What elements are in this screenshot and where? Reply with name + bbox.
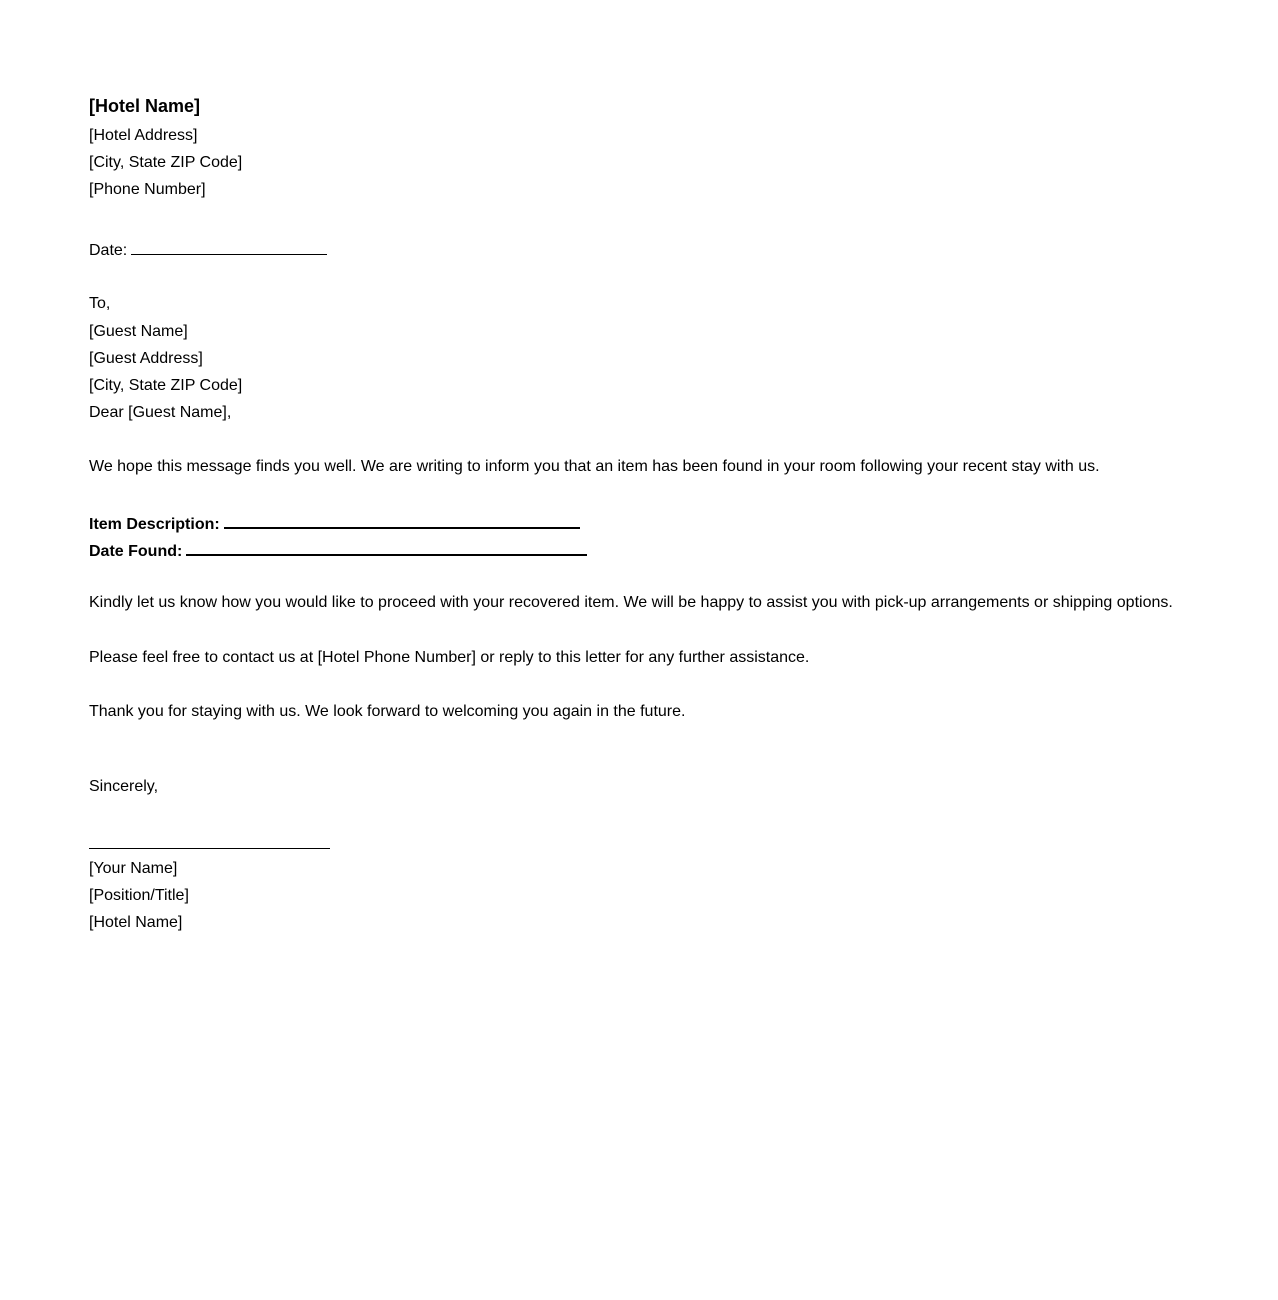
signature-title: [Position/Title] — [89, 887, 189, 904]
salutation: Dear [Guest Name], — [89, 404, 232, 421]
date-found-row — [89, 539, 587, 562]
date-row — [89, 239, 327, 261]
recipient-city-state-zip: [City, State ZIP Code] — [89, 377, 243, 394]
date-found-blank[interactable] — [186, 539, 587, 556]
body-paragraph-2: Please feel free to contact us at [Hotel Phone Number] or reply to this letter for any further assistance. — [89, 649, 810, 666]
sender-phone: [Phone Number] — [89, 181, 206, 198]
signature-line[interactable] — [89, 848, 330, 849]
signature-name: [Your Name] — [89, 860, 178, 877]
date-blank[interactable] — [131, 239, 327, 255]
signature-hotel: [Hotel Name] — [89, 914, 183, 931]
closing: Sincerely, — [89, 778, 159, 795]
recipient-to: To, — [89, 295, 111, 312]
recipient-guest-address: [Guest Address] — [89, 350, 203, 367]
recipient-guest-name: [Guest Name] — [89, 323, 188, 340]
sender-hotel-name: [Hotel Name] — [89, 96, 201, 116]
body-paragraph-3: Thank you for staying with us. We look forward to welcoming you again in the future. — [89, 703, 686, 720]
sender-city-state-zip: [City, State ZIP Code] — [89, 154, 243, 171]
date-label: Date: — [89, 242, 128, 259]
date-found-label: Date Found: — [89, 543, 183, 560]
sender-address: [Hotel Address] — [89, 127, 198, 144]
intro-paragraph: We hope this message finds you well. We are writing to inform you that an item has been found in your room following your recent stay with us. — [89, 458, 1100, 475]
item-description-row — [89, 512, 580, 535]
item-description-blank[interactable] — [224, 512, 580, 529]
body-paragraph-1: Kindly let us know how you would like to proceed with your recovered item. We will be happy to assist you with pick-up arrangements or shipping options. — [89, 594, 1173, 611]
item-description-label: Item Description: — [89, 516, 220, 533]
